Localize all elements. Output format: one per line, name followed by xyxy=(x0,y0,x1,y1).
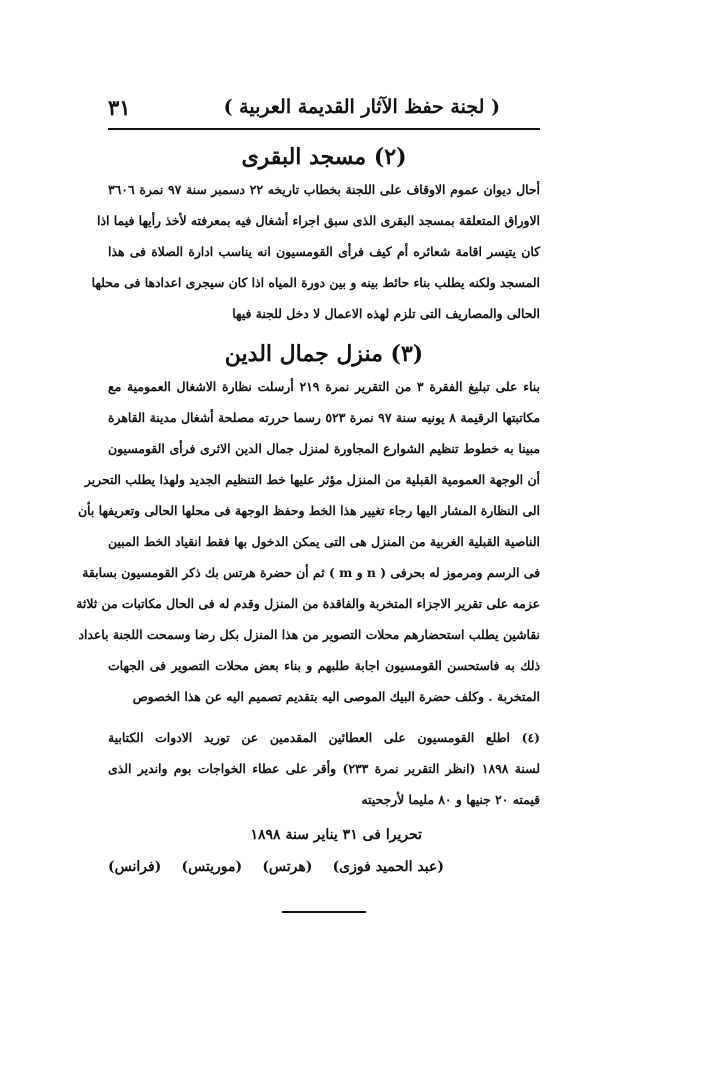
date-line: تحريرا فى ٣١ يناير سنة ١٨٩٨ xyxy=(250,827,422,843)
section-heading: (٣) منزل جمال الدين xyxy=(224,341,424,367)
paragraph-line: أحال ديوان عموم الاوقاف على اللجنة بخطاب تاريخه ٢٢ دسمبر سنة ٩٧ نمرة ٣٦٠٦ xyxy=(108,182,540,197)
paragraph-line: لسنة ١٨٩٨ (انظر التقرير نمرة ٢٣٣) وأقر على عطاء الخواجات بوم واندير الذى xyxy=(108,761,540,776)
paragraph-line: المتخربة . وكلف حضرة البيك الموصى اليه بتقديم تصميم اليه عن هذا الخصوص xyxy=(132,689,540,704)
paragraph-line: الناصية القبلية الغربية من المنزل هى التى يمكن الدخول بها فقط انقياد الخط المبين xyxy=(108,534,540,549)
paragraph-line: الى النظارة المشار اليها رجاء تغيير هذا الخط وحفظ الوجهة فى محلها الحالى وتعريفها بأن xyxy=(77,503,540,518)
section-mosque-bakri xyxy=(91,144,540,329)
paragraph-line: مبينا به خطوط تنظيم الشوارع المجاورة لمنزل جمال الدين الاثرى فرأى القومسيون xyxy=(108,441,540,456)
paragraph-line: نقاشين يطلب استحضارهم محلات التصوير من هذا المنزل بكل رضا وسمحت اللجنة باعداد xyxy=(78,627,540,642)
paragraph-line: الاوراق المتعلقة بمسجد البقرى الذى سبق اجراء أشغال فيه بمعرفته لأخذ رأيها فيما اذا xyxy=(97,213,540,228)
section-house-gamal-eldin xyxy=(76,341,541,712)
paragraph-line: عزمه على تقرير الاجزاء المتخربة والفاقدة من المنزل وقدم له فى الحال مكاتبات من ثلاثة xyxy=(76,596,540,611)
paragraph-line: ذلك به فاستحسن القومسيون اجابة طلبهم و بناء بعض محلات التصوير فى الجهات xyxy=(108,658,540,673)
paragraph-line: أن الوجهة العمومية القبلية من المنزل مؤثر عليها خط التنظيم الجديد ولهذا يطلب التحرير xyxy=(84,472,540,487)
page-number: ٣١ xyxy=(108,94,131,120)
end-rule xyxy=(282,911,366,913)
running-head xyxy=(108,90,540,130)
section-heading: (٢) مسجد البقرى xyxy=(241,144,407,170)
paragraph-line: المسجد ولكنه يطلب بناء حائط بينه و بين دورة المياه اذا كان سيجرى اعدادها فى محلها xyxy=(91,275,540,290)
signature-name: (هرتس) xyxy=(262,859,313,875)
running-title: ( لجنة حفظ الآثار القديمة العربية ) xyxy=(223,96,500,118)
paragraph-line: بناء على تبليغ الفقرة ٣ من التقرير نمرة ٢١٩ أرسلت نظارة الاشغال العمومية مع xyxy=(108,379,540,394)
paragraph-line: (٤) اطلع القومسيون على العطائين المقدمين عن توريد الادوات الكتابية xyxy=(108,730,540,745)
document-page xyxy=(76,90,541,913)
signature-name: (فرانس) xyxy=(108,859,162,875)
paragraph-line: الحالى والمصاريف التى تلزم لهذه الاعمال لا دخل للجنة فيها xyxy=(232,306,540,321)
paragraph-line: مكاتبتها الرقيمة ٨ يونيه سنة ٩٧ نمرة ٥٢٣ رسما حررته مصلحة أشغال مدينة القاهرة xyxy=(108,410,541,425)
paragraph-line: فى الرسم ومرموز له بحرفى ( n و m ) ثم أن حضرة هرتس بك ذكر القومسيون بسابقة xyxy=(82,565,540,580)
signature-name: (موريتس) xyxy=(181,859,243,875)
signature-name: (عبد الحميد فوزى) xyxy=(332,859,444,875)
paragraph-line: كان يتيسر اقامة شعائره أم كيف فرأى القومسيون انه يناسب ادارة الصلاة فى هذا xyxy=(108,244,540,259)
paragraph-line: قيمته ٢٠ جنيها و ٨٠ مليما لأرجحيته xyxy=(361,792,540,807)
signatures xyxy=(108,859,540,875)
section-stationery-tenders xyxy=(108,722,540,815)
